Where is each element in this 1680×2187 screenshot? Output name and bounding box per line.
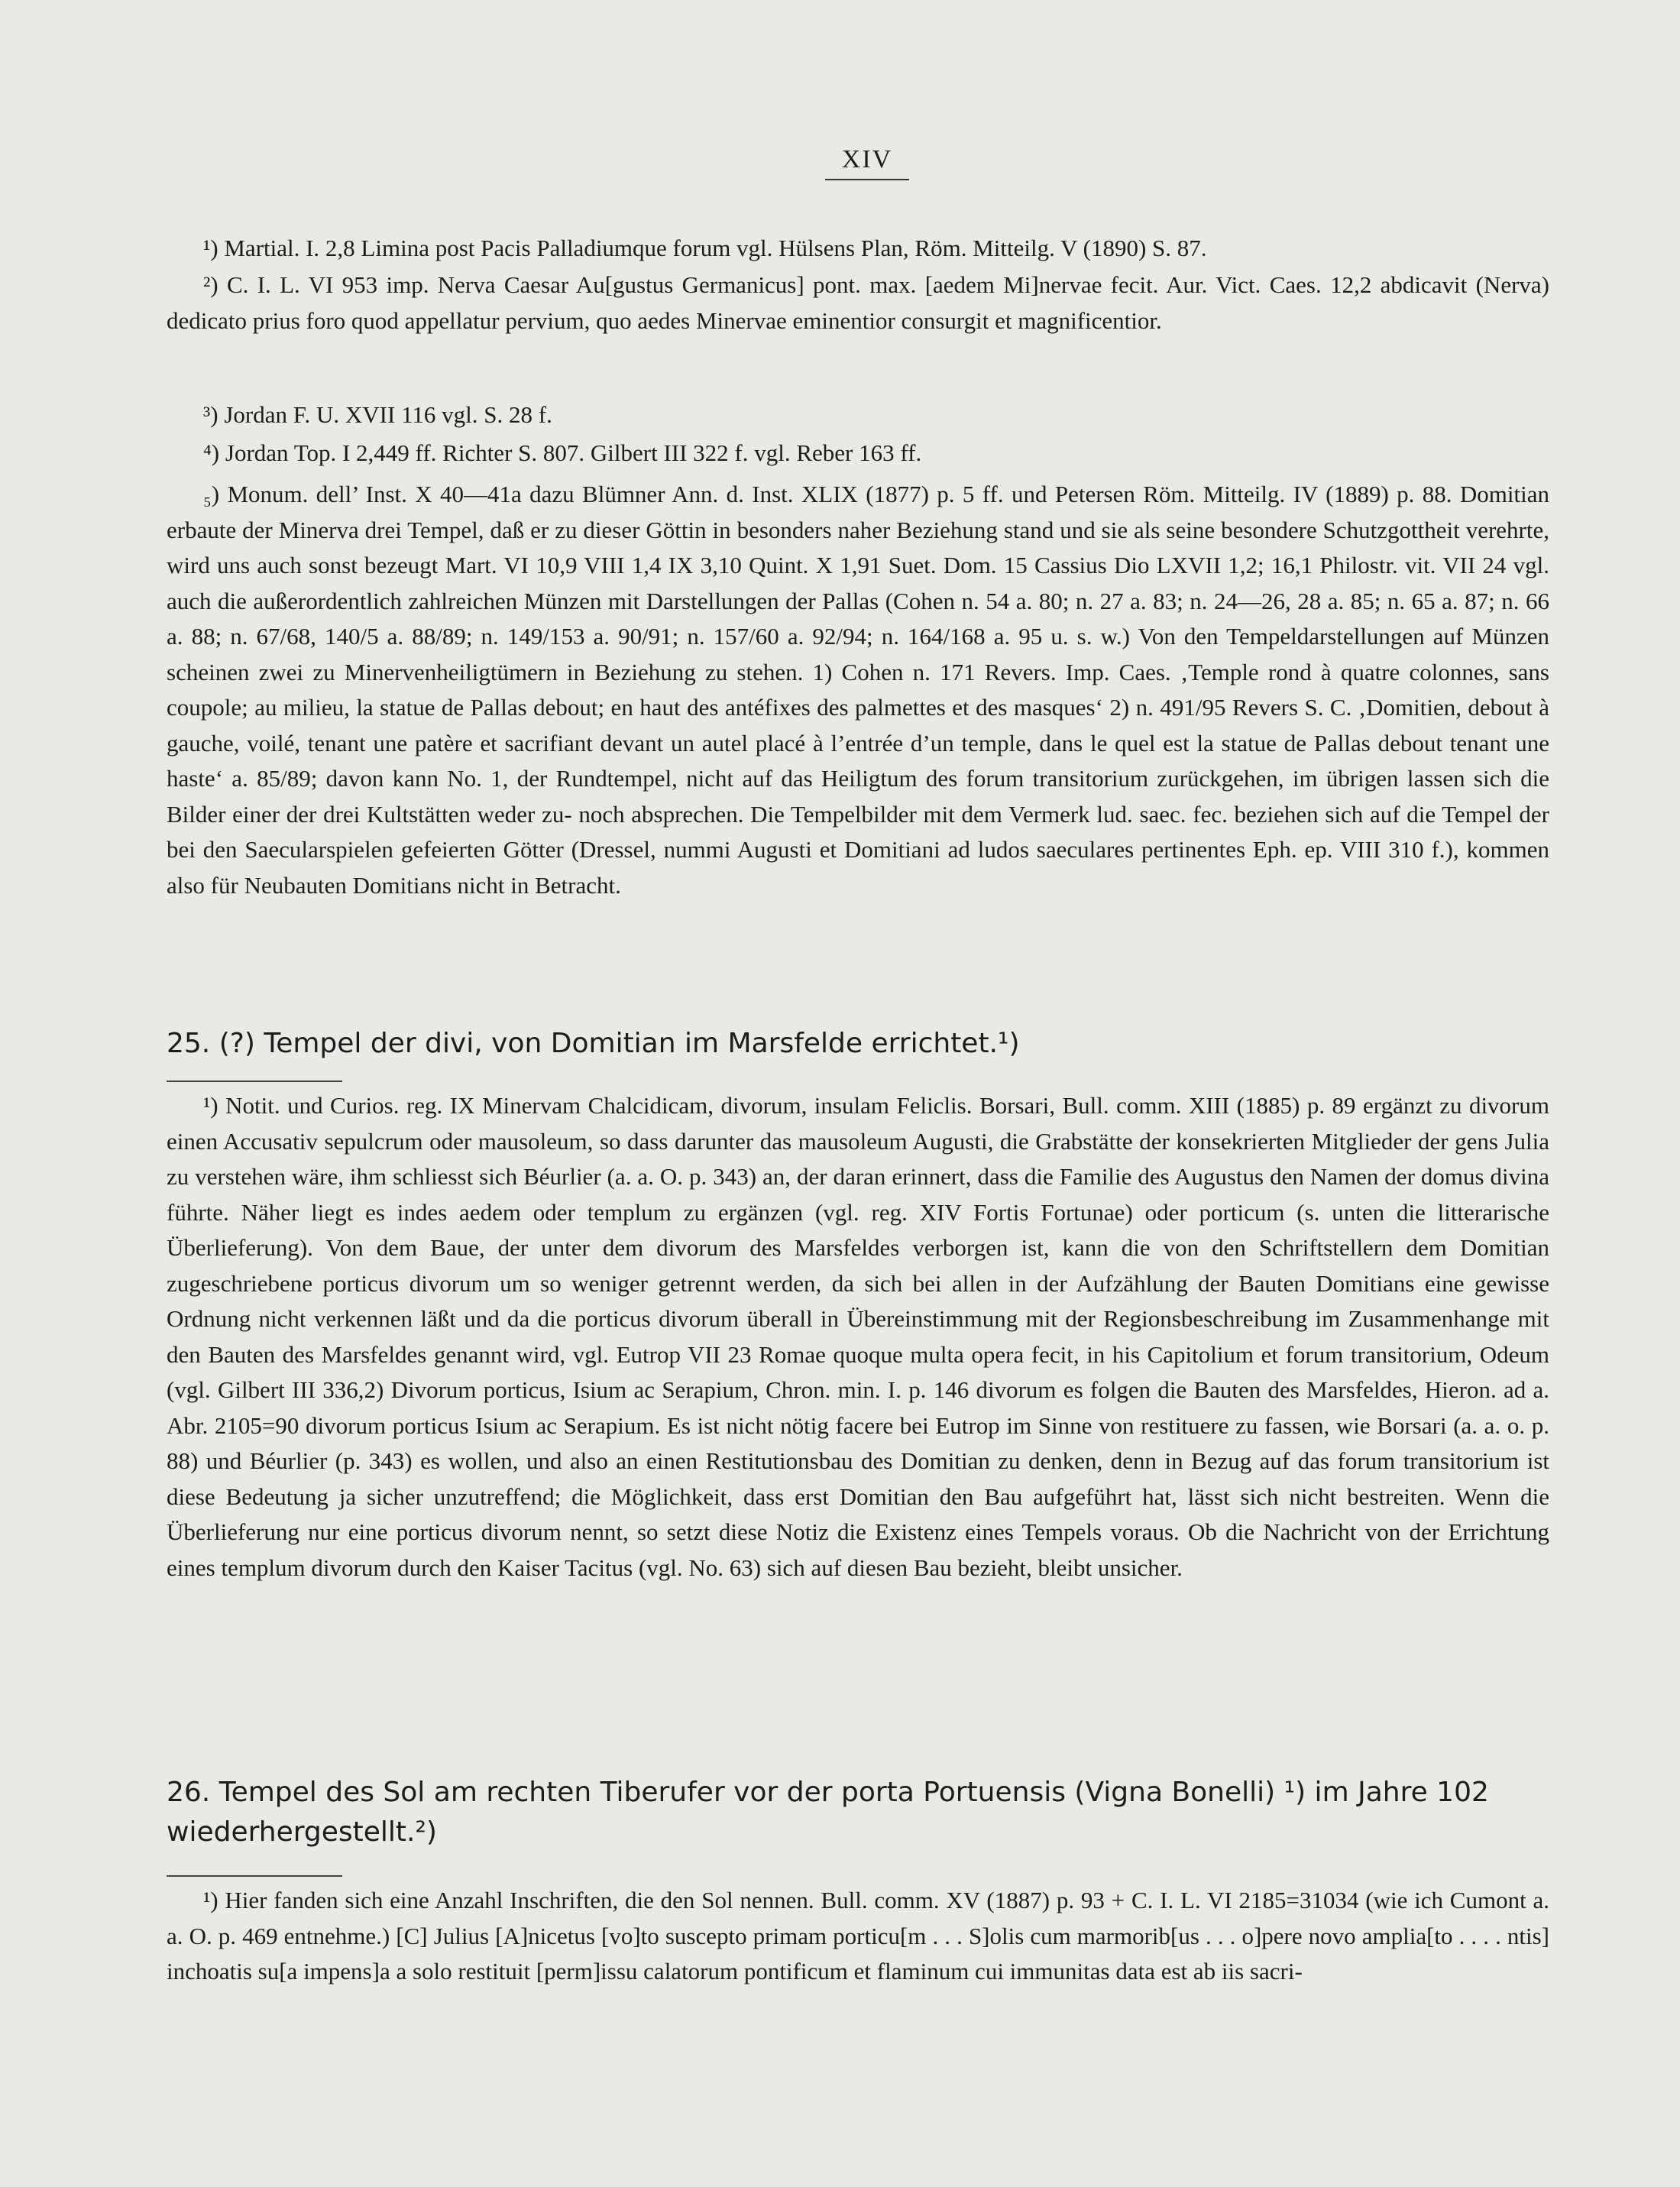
- footnote-martial: ¹) Martial. I. 2,8 Limina post Pacis Palladiumque forum vgl. Hülsens Plan, Röm. Mitteilg. V (1890) S. 87.: [203, 235, 1207, 261]
- footnote-rule: [167, 1081, 342, 1082]
- footnote-jordan-fu: ³) Jordan F. U. XVII 116 vgl. S. 28 f.: [203, 401, 552, 428]
- page-number: XIV: [825, 145, 909, 180]
- section-26-heading: 26. Tempel des Sol am rechten Tiberufer vor der porta Portuensis (Vigna Bonelli) ¹) im Jahre 102 wiederhergestellt.²): [167, 1777, 1489, 1848]
- footnote-monum-inst: ₅) Monum. dell’ Inst. X 40—41a dazu Blümner Ann. d. Inst. XLIX (1877) p. 5 ff. und Petersen Röm. Mitteilg. IV (1889) p. 88. Domitian erbaute der Minerva drei Tempel, daß er zu dieser Göttin in besonders naher Beziehung stand und sie als seine besondere Schutzgottheit verehrte, wird uns auch sonst bezeugt Mart. VI 10,9 VIII 1,4 IX 3,10 Quint. X 1,91 Suet. Dom. 15 Cassius Dio LXVII 1,2; 16,1 Philostr. vit. VII 24 vgl. auch die außerordentlich zahlreichen Münzen mit Darstellungen der Pallas (Cohen n. 54 a. 80; n. 27 a. 83; n. 24—26, 28 a. 85; n. 65 a. 87; n. 66 a. 88; n. 67/68, 140/5 a. 88/89; n. 149/153 a. 90/91; n. 157/60 a. 92/94; n. 164/168 a. 95 u. s. w.) Von den Tempeldarstellungen auf Münzen scheinen zwei zu Minervenheiligtümern in Beziehung zu stehen. 1) Cohen n. 171 Revers. Imp. Caes. ‚Temple rond à quatre colonnes, sans coupole; au milieu, la statue de Pallas debout; en haut des antéfixes des palmettes et des masques‘ 2) n. 491/95 Revers S. C. ‚Domitien, debout à gauche, voilé, tenant une patère et sacrifiant devant un autel placé à l’entrée d’un temple, dans le quel est la statue de Pallas debout tenant une haste‘ a. 85/89; davon kann No. 1, der Rundtempel, nicht auf das Heiligtum des forum transitorium zurückgehen, im übrigen lassen sich die Bilder einer der drei Kultstätten weder zu- noch absprechen. Die Tempelbilder mit dem Vermerk lud. saec. fec. beziehen sich auf die Tempel der bei den Saecularspielen gefeierten Götter (Dressel, nummi Augusti et Domitiani ad ludos saeculares pertinentes Eph. ep. VIII 310 f.), kommen also für Neubauten Domitians nicht in Betracht.: [167, 481, 1549, 899]
- section-25-heading: 25. (?) Tempel der divi, von Domitian im Marsfelde errichtet.¹): [167, 1028, 1020, 1059]
- footnote-inschriften-sol: ¹) Hier fanden sich eine Anzahl Inschriften, die den Sol nennen. Bull. comm. XV (1887) p. 93 + C. I. L. VI 2185=31034 (wie ich Cumont a. a. O. p. 469 entnehme.) [C] Julius [A]nicetus [vo]to suscepto primam porticu[m . . . S]olis cum marmorib[us . . . o]pere novo amplia[to . . . . ntis] inchoatis su[a impens]a a solo restituit [perm]issu calatorum pontificum et flaminum cui immunitas data est ab iis sacri-: [167, 1887, 1549, 1985]
- footnote-notit-curios: ¹) Notit. und Curios. reg. IX Minervam Chalcidicam, divorum, insulam Feliclis. Borsari, Bull. comm. XIII (1885) p. 89 ergänzt zu divorum einen Accusativ sepulcrum oder mausoleum, so dass darunter das mausoleum Augusti, die Grabstätte der konsekrierten Mitglieder der gens Julia zu verstehen wäre, ihm schliesst sich Béurlier (a. a. O. p. 343) an, der daran erinnert, dass die Familie des Augustus den Namen der domus divina führte. Näher liegt es indes aedem oder templum zu ergänzen (vgl. reg. XIV Fortis Fortunae) oder porticum (s. unten die litterarische Überlieferung). Von dem Baue, der unter dem divorum des Marsfeldes verborgen ist, kann die von den Schriftstellern dem Domitian zugeschriebene porticus divorum um so weniger getrennt werden, da sich bei allen in der Aufzählung der Bauten Domitians eine gewisse Ordnung nicht verkennen läßt und da die porticus divorum überall in Übereinstimmung mit der Regionsbeschreibung im Zusammenhange mit den Bauten des Marsfeldes genannt wird, vgl. Eutrop VII 23 Romae quoque multa opera fecit, in his Capitolium et forum transitorium, Odeum (vgl. Gilbert III 336,2) Divorum porticus, Isium ac Serapium, Chron. min. I. p. 146 divorum es folgen die Bauten des Marsfeldes, Hieron. ad a. Abr. 2105=90 divorum porticus Isium ac Serapium. Es ist nicht nötig facere bei Eutrop im Sinne von restituere zu fassen, wie Borsari (a. a. o. p. 88) und Béurlier (p. 343) es wollen, und also an einen Restitutionsbau des Domitian zu denken, denn in Bezug auf das forum transitorium ist diese Bedeutung ja sicher unzutreffend; die Möglichkeit, dass erst Domitian den Bau aufgeführt hat, lässt sich nicht bestreiten. Wenn die Überlieferung nur eine porticus divorum nennt, so setzt diese Notiz die Existenz eines Tempels voraus. Ob die Nachricht von der Errichtung eines templum divorum durch den Kaiser Tacitus (vgl. No. 63) sich auf diesen Bau bezieht, bleibt unsicher.: [167, 1092, 1549, 1581]
- footnote-rule: [167, 1875, 342, 1877]
- footnote-cil-953: ²) C. I. L. VI 953 imp. Nerva Caesar Au[gustus Germanicus] pont. max. [aedem Mi]nervae fecit. Aur. Vict. Caes. 12,2 abdicavit (Nerva) dedicato prius foro quod appellatur pervium, quo aedes Minervae eminentior consurgit et magnificentior.: [167, 271, 1549, 334]
- footnote-jordan-top: ⁴) Jordan Top. I 2,449 ff. Richter S. 807. Gilbert III 322 f. vgl. Reber 163 ff.: [203, 439, 922, 466]
